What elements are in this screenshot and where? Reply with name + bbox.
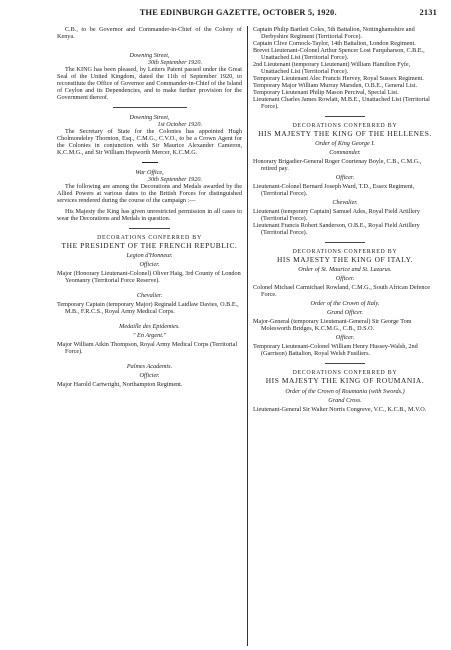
right-column [247, 26, 437, 646]
rank-name: Officer. [335, 334, 355, 342]
order-name: Order of the Crown of Roumania (with Swords.) [285, 387, 405, 395]
rank-name: Commander. [329, 149, 361, 157]
section-rule [325, 242, 365, 243]
award-entry: Temporary Major William Murray Marsden, O.B.E., General List. [253, 82, 417, 89]
page-header [57, 8, 437, 22]
crown-agent-paragraph: The Secretary of State for the Colonies has appointed Hugh Cholmondeley Thornton, Esq., C.M.G., C.V.O., to be a Crown Agent for the Colonies in conjunction with Sir Maurice Alexander Cameron, K.C.M.G., and Sir William Hepworth Mercer, K.C.M.G. [57, 128, 242, 156]
dateline-date: 30th September 1920. [147, 59, 202, 66]
rank-name: Officier. [139, 372, 160, 380]
conferring-authority: THE PRESIDENT OF THE FRENCH REPUBLIC. [61, 241, 238, 250]
section-rule [325, 116, 365, 117]
awards-intro-paragraph: The following are among the Decorations and Medals awarded by the Allied Powers at various dates to the British Forces for distinguished services rendered during the course of the campaign :— [57, 183, 242, 204]
conferring-authority: HIS MAJESTY THE KING OF ROUMANIA. [265, 376, 425, 386]
order-name: Legion d'Honneur. [126, 252, 173, 260]
kenya-paragraph-end: C.B., to be Governor and Commander-in-Chief of the Colony of Kenya. [57, 26, 242, 40]
section-rule [129, 228, 170, 229]
award-entry: Lieutenant-Colonel Bernard Joseph Ward, T.D., Essex Regiment, (Territorial Force). [253, 183, 415, 198]
award-entry: Honorary Brigadier-General Roger Courtenay Boyle, C.B., C.M.G., retired pay. [253, 158, 422, 173]
rank-name: Grand Officer. [326, 309, 364, 317]
rank-name: Officer. [335, 174, 355, 182]
section-rule [113, 107, 187, 108]
dateline-date: 30th September 1920. [147, 176, 202, 183]
order-name: Order of King George I. [315, 140, 375, 148]
award-entry: Captain Philip Bartlett Coles, 5th Battalion, Nottinghamshire and Derbyshire Regiment (Territorial Force). [253, 26, 415, 40]
award-entry: Major Harold Cartwright, Northampton Regiment. [57, 381, 183, 389]
dateline-place: Downing Street, [129, 114, 170, 121]
section-divider [142, 161, 158, 164]
rank-name: Grand Cross. [328, 396, 362, 404]
award-entry: Colonel Michael Carmichael Rowland, C.M.G., South African Defence Force. [253, 284, 430, 299]
ceylon-paragraph: The KING has been pleased, by Letters Patent passed under the Great Seal of the United Kingdom, dated the 11th of September 1920, to reconstitute the Office of Governor and Commander-in-Chief of the Island of Ceylon and its Dependencies, and to make further provision for the Government thereof. [57, 66, 242, 101]
rank-name: Officier. [139, 261, 160, 269]
decorations-heading: DECORATIONS CONFERRED BY [292, 123, 398, 129]
award-entry: Temporary Lieutenant Alec Francis Hervey, Royal Sussex Regiment. [253, 75, 424, 82]
order-name: Palmes Academis. [126, 363, 173, 371]
award-entry: Temporary Captain (temporary Major) Reginald Laidlaw Davies, O.B.E., M.B., F.R.C.S., Royal Army Medical Corps. [57, 301, 239, 316]
award-entry: Captain Clive Cornock-Taylor, 14th Battalion, London Regiment. [253, 40, 416, 47]
page-number: 2131 [419, 8, 437, 17]
dateline-date: 1st October 1920. [157, 121, 202, 128]
order-subtitle: " En Argent." [132, 332, 167, 340]
decorations-heading: DECORATIONS CONFERRED BY [292, 249, 398, 256]
award-entry: 2nd Lieutenant (temporary Lieutenant) William Hamilton Fyfe, Unattached List (Territorial Force). [253, 61, 411, 75]
award-entry: Lieutenant Charles James Rowlatt, M.B.E., Unattached List (Territorial Force). [253, 96, 430, 110]
conferring-authority: HIS MAJESTY THE KING OF ITALY. [276, 255, 413, 265]
award-entry: Brevet Lieutenant-Colonel Arthur Spencer Lost Farquharson, C.B.E., Unattached List (Territorial Force). [253, 47, 425, 61]
rank-name: Officer. [335, 275, 355, 283]
award-entry: Major-General (temporary Lieutenant-General) Sir George Tom Molesworth Bridges, K.C.M.G., C.B., D.S.O. [253, 318, 412, 333]
order-name: Order of the Crown of Italy. [310, 300, 380, 308]
order-name: Medaille des Epidemies. [119, 323, 180, 331]
rank-name: Chevalier. [136, 292, 163, 300]
award-entry: Lieutenant (temporary Captain) Samuel Ades, Royal Field Artillery (Territorial Force). [253, 208, 421, 223]
award-entry: Lieutenant Francis Robert Sanderson, O.B.E., Royal Field Artillery (Territorial Force). [253, 222, 420, 237]
award-entry: Major (Honorary Lieutenant-Colonel) Oliver Haig, 3rd County of London Yeomanry (Territorial Force Reserve). [57, 270, 241, 285]
dateline-place: Downing Street, [129, 52, 170, 59]
left-column [57, 26, 247, 646]
permission-paragraph: His Majesty the King has given unrestricted permission in all cases to wear the Decorations and Medals in question. [57, 208, 242, 222]
award-entry: Temporary Lieutenant-Colonel William Henry Hussey-Walsh, 2nd (Garrison) Battalion, Royal Welsh Fusiliers. [253, 343, 418, 358]
decorations-heading: DECORATIONS CONFERRED BY [292, 370, 398, 377]
two-column-body [57, 26, 437, 646]
dateline-place: War Office, [135, 169, 164, 176]
award-entry: Major William Atkin Thompson, Royal Army Medical Corps (Territorial Force). [57, 341, 238, 356]
conferring-authority: HIS MAJESTY THE KING OF THE HELLENES. [258, 129, 432, 138]
award-entry: Temporary Lieutenant Philip Mason Percival, Special List. [253, 89, 399, 96]
section-rule [325, 363, 365, 364]
decorations-heading: DECORATIONS CONFERRED BY [97, 235, 202, 241]
order-name: Order of St. Maurice and St. Lazarus. [298, 266, 392, 274]
award-entry: Lieutenant-General Sir Walter Norris Congreve, V.C., K.C.B., M.V.O. [253, 405, 427, 413]
rank-name: Chevalier. [332, 199, 358, 207]
page-title: THE EDINBURGH GAZETTE, OCTOBER 5, 1920. [139, 8, 337, 17]
